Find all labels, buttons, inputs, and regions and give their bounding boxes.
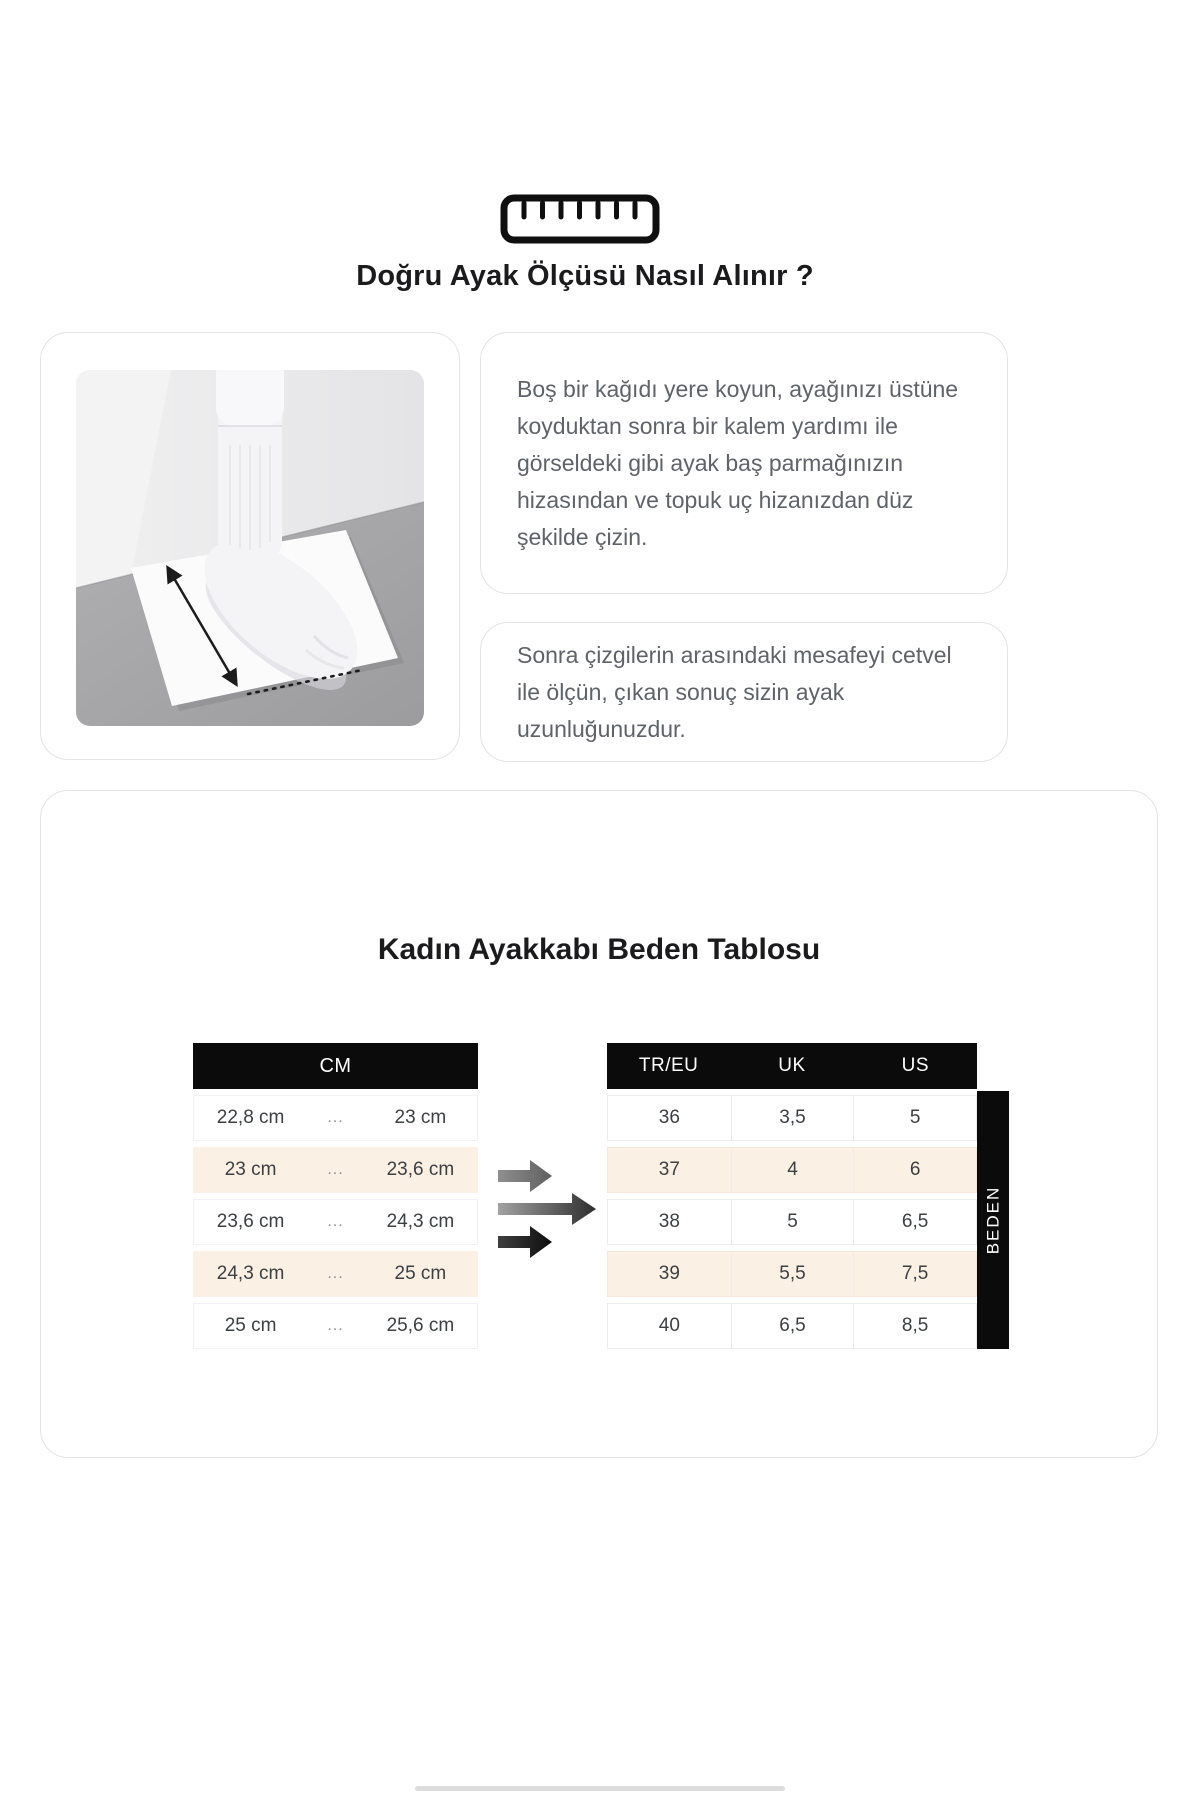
- table-row: [607, 1303, 977, 1349]
- foot-measurement-photo: [76, 370, 424, 726]
- table-cell: 25,6 cm: [386, 1315, 455, 1336]
- foot-measurement-photo-card: [40, 332, 460, 760]
- table-cell: 6,5: [853, 1200, 976, 1244]
- table-cell: 24,3 cm: [386, 1211, 455, 1232]
- table-cell: ...: [327, 1161, 344, 1178]
- table-row: [607, 1251, 977, 1297]
- size-table: [607, 1043, 977, 1349]
- table-cell: 40: [658, 1315, 680, 1336]
- size-table-body: [607, 1095, 977, 1349]
- cm-table-header: CM: [193, 1043, 478, 1089]
- table-cell: 3,5: [731, 1096, 854, 1140]
- size-axis-label: BEDEN: [983, 1185, 1003, 1255]
- table-row: [607, 1147, 977, 1193]
- table-row: [193, 1147, 478, 1193]
- table-cell: 5: [853, 1096, 976, 1140]
- size-table-header-us: US: [901, 1055, 930, 1076]
- table-cell: 7,5: [853, 1252, 976, 1296]
- size-table-header: [607, 1043, 977, 1089]
- table-cell: ...: [327, 1213, 344, 1230]
- table-cell: 39: [658, 1263, 680, 1284]
- instruction-card-2: [480, 622, 1008, 762]
- table-row: [193, 1251, 478, 1297]
- table-cell: ...: [327, 1317, 344, 1334]
- page-title: Doğru Ayak Ölçüsü Nasıl Alınır ?: [356, 260, 814, 292]
- table-row: [193, 1095, 478, 1141]
- size-chart-card: [40, 790, 1158, 1458]
- size-table-header-uk: UK: [778, 1055, 806, 1076]
- table-cell: 22,8 cm: [216, 1107, 285, 1128]
- table-cell: 25 cm: [394, 1263, 447, 1284]
- cm-table: [193, 1043, 478, 1349]
- table-cell: ...: [327, 1109, 344, 1126]
- table-cell: ...: [327, 1265, 344, 1282]
- size-axis-bar: [977, 1091, 1009, 1349]
- table-cell: 25 cm: [224, 1315, 277, 1336]
- table-row: [193, 1199, 478, 1245]
- table-row: [607, 1199, 977, 1245]
- table-cell: 4: [731, 1148, 854, 1192]
- table-cell: 23,6 cm: [386, 1159, 455, 1180]
- instruction-card-1: [480, 332, 1008, 594]
- ruler-icon: [500, 194, 660, 244]
- conversion-arrows-icon: [496, 1157, 600, 1261]
- table-row: [607, 1095, 977, 1141]
- cm-table-body: [193, 1095, 478, 1349]
- table-row: [193, 1303, 478, 1349]
- table-cell: 23 cm: [394, 1107, 447, 1128]
- table-cell: 36: [658, 1107, 680, 1128]
- table-cell: 23 cm: [224, 1159, 277, 1180]
- instruction-text-2: Sonra çizgilerin arasındaki mesafeyi cetvel ile ölçün, çıkan sonuç sizin ayak uzunluğunuzdur.: [517, 641, 952, 742]
- table-cell: 6: [853, 1148, 976, 1192]
- table-cell: 23,6 cm: [216, 1211, 285, 1232]
- size-table-header-treu: TR/EU: [638, 1055, 699, 1076]
- table-cell: 5,5: [731, 1252, 854, 1296]
- instruction-text-1: Boş bir kağıdı yere koyun, ayağınızı üstüne koyduktan sonra bir kalem yardımı ile görseldeki gibi ayak baş parmağınızın hizasından ve topuk uç hizanızdan düz şekilde çizin.: [517, 375, 959, 550]
- table-cell: 37: [658, 1159, 680, 1180]
- size-chart-title: Kadın Ayakkabı Beden Tablosu: [377, 933, 821, 966]
- table-cell: 38: [658, 1211, 680, 1232]
- table-cell: 6,5: [731, 1304, 854, 1348]
- home-indicator-bar[interactable]: [415, 1786, 785, 1791]
- table-cell: 24,3 cm: [216, 1263, 285, 1284]
- table-cell: 8,5: [853, 1304, 976, 1348]
- table-cell: 5: [731, 1200, 854, 1244]
